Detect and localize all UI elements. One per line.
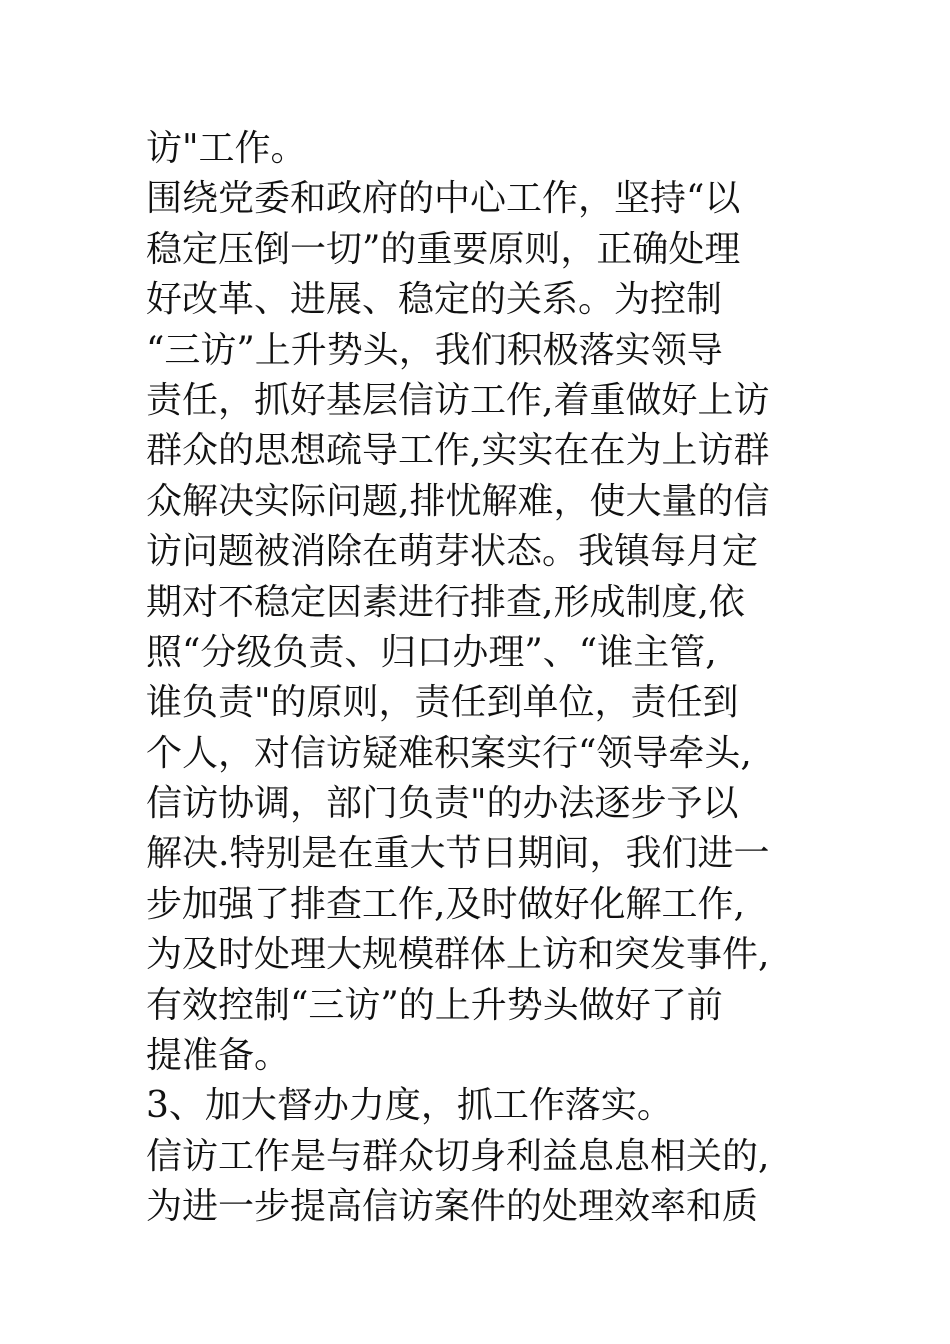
text-line: 稳定压倒一切”的重要原则，正确处理 [146,228,741,270]
text-line: 访问题被消除在萌芽状态。我镇每月定 [146,531,759,573]
text-line: 好改革、进展、稳定的关系。为控制 [146,279,723,321]
text-line: 访"工作。 [146,128,307,169]
text-line: 解决.特别是在重大节日期间，我们进一 [146,833,770,875]
text-line: 个人，对信访疑难积案实行“领导牵头, [146,732,752,774]
text-line: 为进一步提高信访案件的处理效率和质 [146,1186,759,1228]
text-line: 期对不稳定因素进行排查,形成制度,依 [146,581,745,623]
text-line: 群众的思想疏导工作,实实在在为上访群 [146,430,770,472]
text-line: 众解决实际问题,排忧解难，使大量的信 [146,480,770,522]
text-line: 围绕党委和政府的中心工作，坚持“以 [146,178,741,220]
text-line: 提准备。 [146,1035,291,1077]
text-line: 步加强了排查工作,及时做好化解工作, [146,883,745,925]
text-line: 为及时处理大规模群体上访和突发事件, [146,934,770,976]
text-line: 有效控制“三访”的上升势头做好了前 [146,984,723,1026]
text-line: 照“分级负责、归口办理”、“谁主管, [146,631,717,673]
text-line: 责任，抓好基层信访工作,着重做好上访 [146,379,770,421]
body-text [146,124,846,1233]
text-line: 信访协调，部门负责"的办法逐步予以 [146,783,739,825]
text-line: “三访”上升势头，我们积极落实领导 [146,329,723,371]
section-heading: 3、加大督办力度，抓工作落实。 [146,1085,673,1127]
text-line: 信访工作是与群众切身利益息息相关的, [146,1135,770,1177]
text-line: 谁负责"的原则，责任到单位，责任到 [146,682,739,724]
